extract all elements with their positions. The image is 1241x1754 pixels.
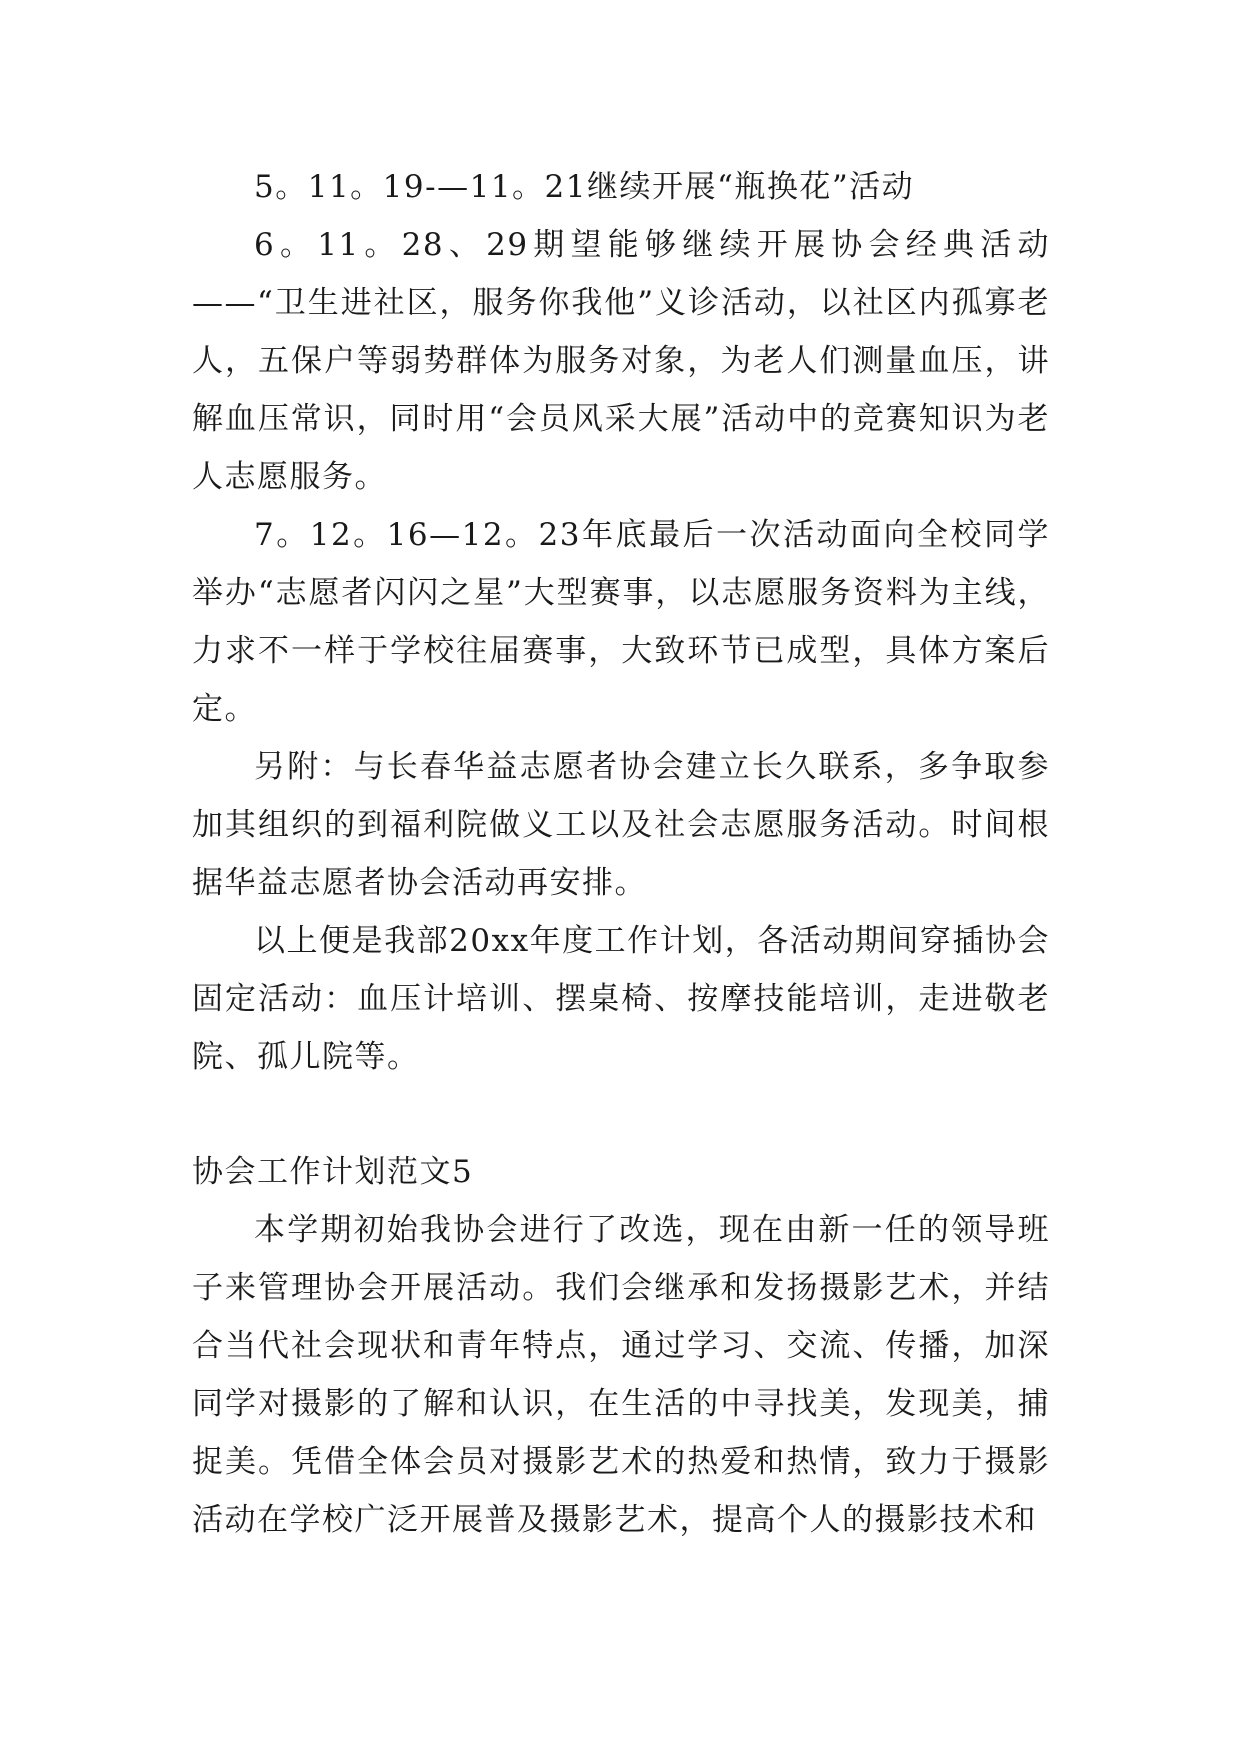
- document-body: [192, 158, 1050, 1549]
- paragraph-summary: 以上便是我部20xx年度工作计划，各活动期间穿插协会固定活动：血压计培训、摆桌椅、按摩技能培训，走进敬老院、孤儿院等。: [192, 923, 1050, 1075]
- paragraph-appendix: 另附：与长春华益志愿者协会建立长久联系，多争取参加其组织的到福利院做义工以及社会志愿服务活动。时间根据华益志愿者协会活动再安排。: [192, 749, 1050, 901]
- paragraph-item-5: 5。11。19-—11。21继续开展“瓶换花”活动: [254, 169, 915, 205]
- paragraph-item-6: 6。11。28、29期望能够继续开展协会经典活动——“卫生进社区，服务你我他”义诊活动，以社区内孤寡老人，五保户等弱势群体为服务对象，为老人们测量血压，讲解血压常识，同时用“会员风采大展”活动中的竞赛知识为老人志愿服务。: [192, 227, 1050, 495]
- paragraph-item-7: 7。12。16—12。23年底最后一次活动面向全校同学举办“志愿者闪闪之星”大型赛事，以志愿服务资料为主线，力求不一样于学校往届赛事，大致环节已成型，具体方案后定。: [192, 517, 1050, 727]
- section-heading: 协会工作计划范文5: [192, 1154, 474, 1190]
- paragraph-intro: 本学期初始我协会进行了改选，现在由新一任的领导班子来管理协会开展活动。我们会继承和发扬摄影艺术，并结合当代社会现状和青年特点，通过学习、交流、传播，加深同学对摄影的了解和认识，在生活的中寻找美，发现美，捕捉美。凭借全体会员对摄影艺术的热爱和热情，致力于摄影活动在学校广泛开展普及摄影艺术，提高个人的摄影技术和: [192, 1212, 1050, 1538]
